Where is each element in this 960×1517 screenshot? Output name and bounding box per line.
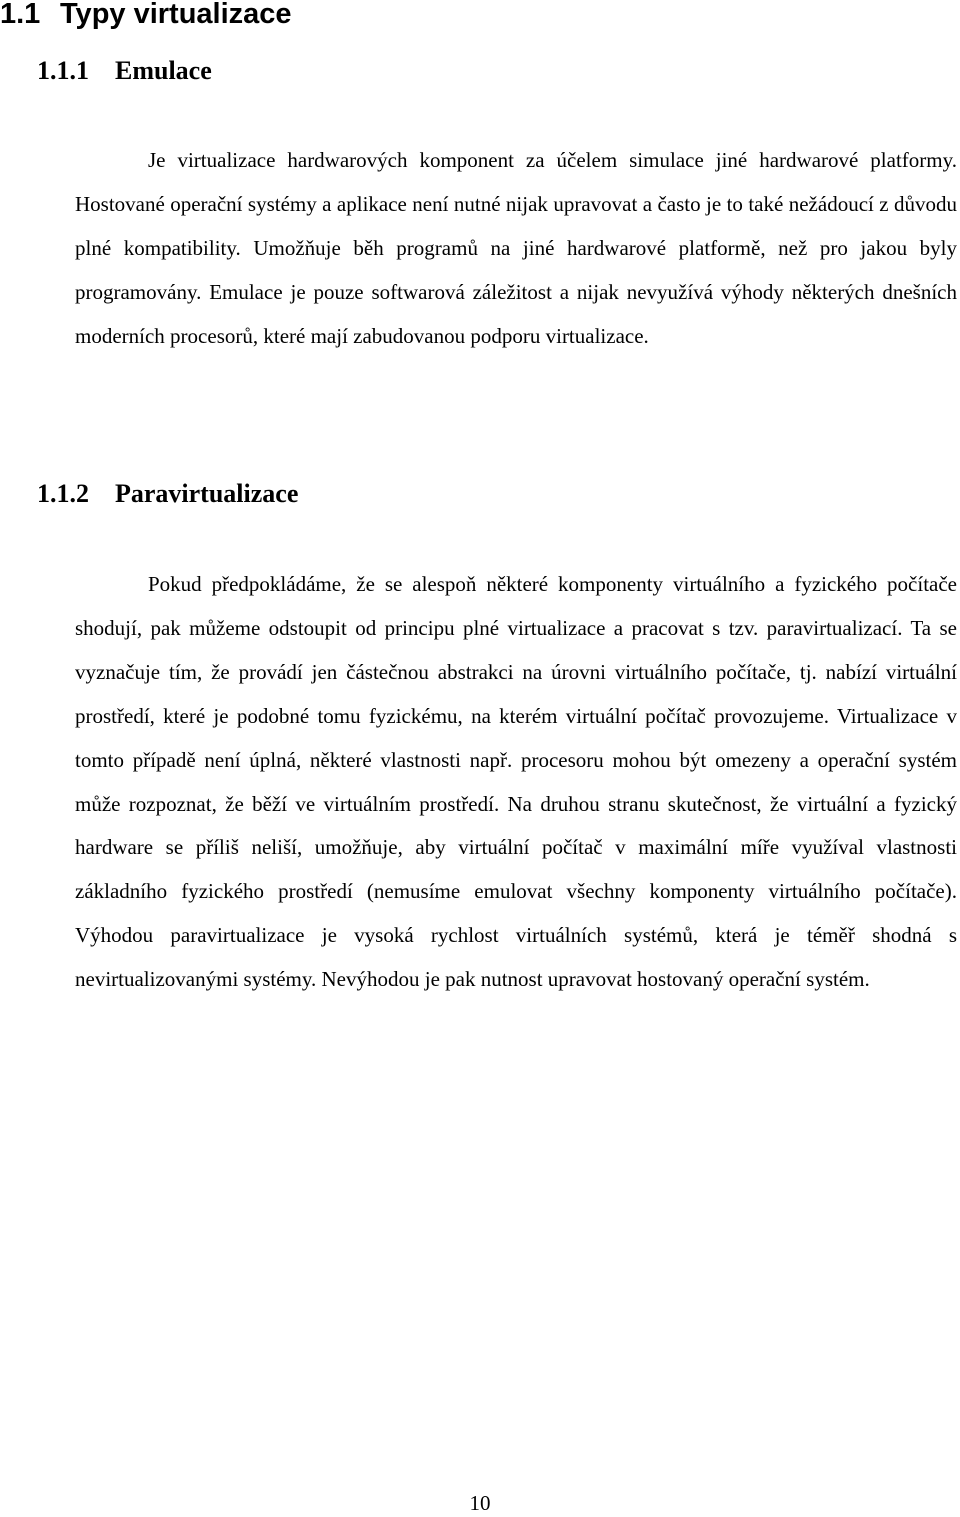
subsection-number: 1.1.1 [37, 56, 89, 85]
subsection-number: 1.1.2 [37, 479, 89, 508]
subsection-heading-emulace [37, 53, 212, 89]
section-number: 1.1 [0, 0, 41, 30]
paragraph-emulace: Je virtualizace hardwarových komponent za účelem simulace jiné hardwarové platformy. Hostované operační systémy a aplikace není nutné nijak upravovat a často je to také nežádoucí z důvodu plné kompatibility. Umožňuje běh programů na jiné hardwarové platformě, než pro jakou byly programovány. Emulace je pouze softwarová záležitost a nijak nevyužívá výhody některých dnešních moderních procesorů, které mají zabudovanou podporu virtualizace. [75, 148, 957, 348]
section-title: Typy virtualizace [60, 0, 292, 30]
page-number: 10 [469, 1491, 491, 1515]
subsection-heading-paravirtualizace [37, 476, 298, 512]
section-heading [0, 0, 292, 34]
subsection-title: Paravirtualizace [115, 479, 299, 508]
paragraph-paravirtualizace: Pokud předpokládáme, že se alespoň některé komponenty virtuálního a fyzického počítače shodují, pak můžeme odstoupit od principu plné virtualizace a pracovat s tzv. paravirtualizací. Ta se vyznačuje tím, že provádí jen částečnou abstrakci na úrovni virtuálního počítače, tj. nabízí virtuální prostředí, které je podobné tomu fyzickému, na kterém virtuální počítač provozujeme. Virtualizace v tomto případě není úplná, některé vlastnosti např. procesoru mohou být omezeny a operační systém může rozpoznat, že běží ve virtuálním prostředí. Na druhou stranu skutečnost, že virtuální a fyzický hardware se příliš neliší, umožňuje, aby virtuální počítač v maximální míře využíval vlastnosti základního fyzického prostředí (nemusíme emulovat všechny komponenty virtuálního počítače). Výhodou paravirtualizace je vysoká rychlost virtuálních systémů, která je téměř shodná s nevirtualizovanými systémy. Nevýhodou je pak nutnost upravovat hostovaný operační systém. [75, 572, 957, 992]
subsection-title: Emulace [115, 56, 212, 85]
